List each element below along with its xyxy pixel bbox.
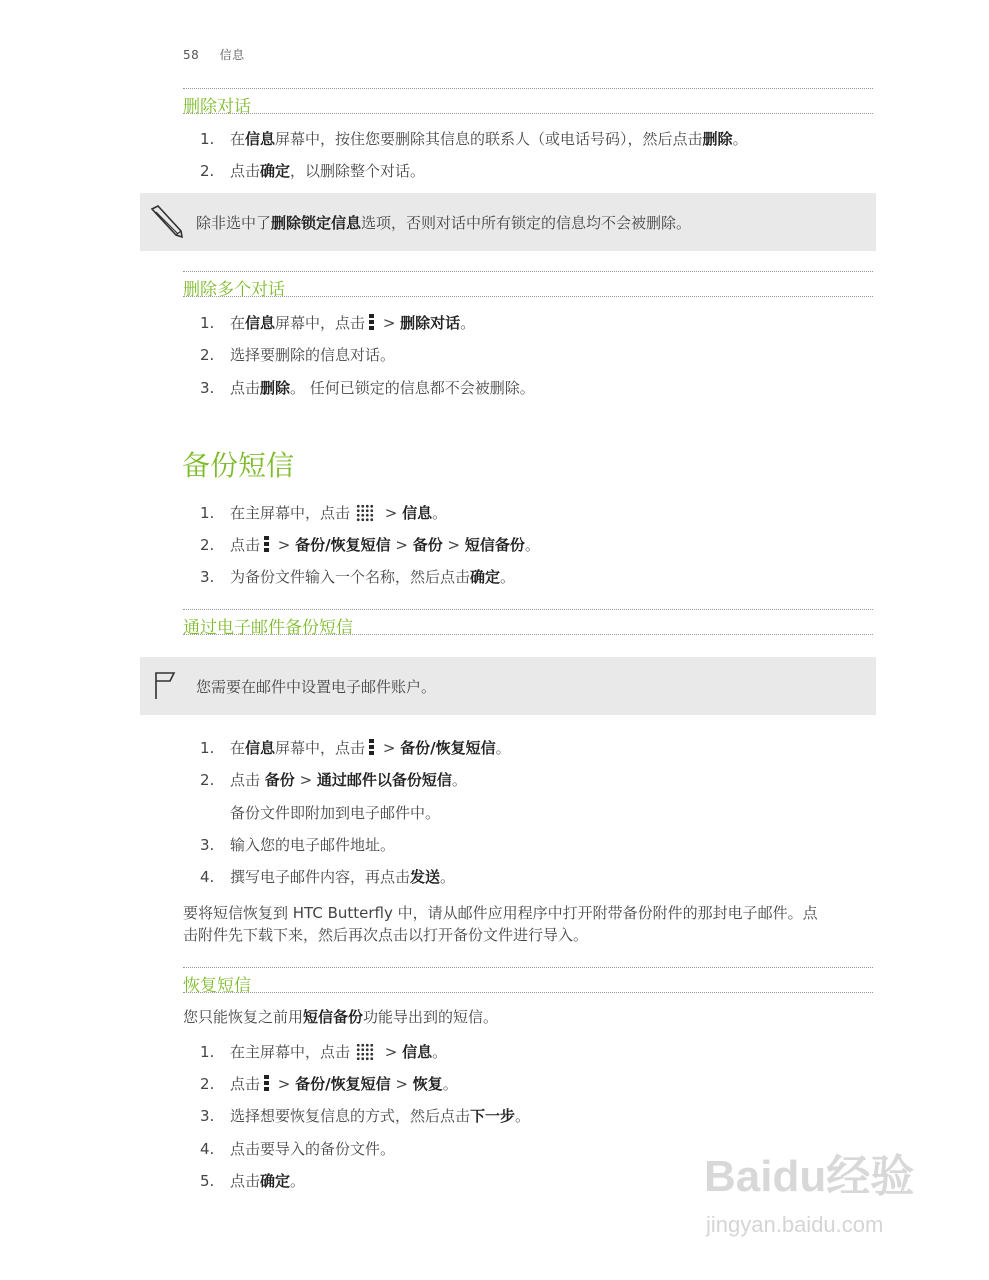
note-text: 您需要在邮件中设置电子邮件账户。 xyxy=(196,678,437,696)
note-box xyxy=(140,657,876,715)
list-item: 3. 点击删除。 任何已锁定的信息都不会被删除。 xyxy=(200,379,535,397)
restore-paragraph: 要将短信恢复到 HTC Butterfly 中，请从邮件应用程序中打开附带备份附件的那封电子邮件。点 击附件先下载下来，然后再次点击以打开备份文件进行导入。 xyxy=(183,904,818,944)
page-header xyxy=(183,46,245,63)
apps-grid-icon xyxy=(356,1043,374,1061)
baidu-watermark-logo: Baidu经验 xyxy=(704,1152,915,1201)
heading-text: 恢复短信 xyxy=(183,976,251,996)
heading-text: 通过电子邮件备份短信 xyxy=(183,618,353,638)
menu-icon xyxy=(264,536,269,552)
backup-heading: 备份短信 xyxy=(182,449,295,482)
list-item: 2. 点击 > 备份/恢复短信 > 备份 > 短信备份。 xyxy=(200,536,540,554)
list-item-continuation: 备份文件即附加到电子邮件中。 xyxy=(230,804,441,822)
delete-multiple-heading xyxy=(183,271,873,300)
list-item: 3. 选择想要恢复信息的方式，然后点击下一步。 xyxy=(200,1107,531,1125)
menu-icon xyxy=(369,314,374,330)
list-item: 5. 点击确定。 xyxy=(200,1172,306,1190)
heading-text: 删除对话 xyxy=(183,97,251,117)
list-item: 3. 输入您的电子邮件地址。 xyxy=(200,836,396,854)
list-item: 4. 点击要导入的备份文件。 xyxy=(200,1140,396,1158)
list-item: 1. 在主屏幕中，点击 > 信息。 xyxy=(200,504,448,522)
list-item: 1. 在信息屏幕中，点击 > 删除对话。 xyxy=(200,314,476,332)
delete-conversation-heading xyxy=(183,88,873,117)
list-item: 1. 在主屏幕中，点击 > 信息。 xyxy=(200,1043,448,1061)
restore-heading xyxy=(183,967,873,996)
menu-icon xyxy=(264,1075,269,1091)
section-name: 信息 xyxy=(219,48,245,62)
note-text: 除非选中了删除锁定信息选项，否则对话中所有锁定的信息均不会被删除。 xyxy=(196,214,692,232)
menu-icon xyxy=(369,739,374,755)
baidu-watermark-url: jingyan.baidu.com xyxy=(706,1212,884,1237)
restore-intro: 您只能恢复之前用短信备份功能导出到的短信。 xyxy=(183,1008,499,1026)
list-item: 1. 在信息屏幕中，点击 > 备份/恢复短信。 xyxy=(200,739,511,757)
email-backup-heading xyxy=(183,609,873,638)
page-number: 58 xyxy=(183,48,200,62)
list-item: 2. 选择要删除的信息对话。 xyxy=(200,346,396,364)
flag-icon xyxy=(152,669,180,705)
apps-grid-icon xyxy=(356,504,374,522)
heading-text: 删除多个对话 xyxy=(183,280,285,300)
note-box xyxy=(140,193,876,251)
list-item: 4. 撰写电子邮件内容，再点击发送。 xyxy=(200,868,456,886)
list-item: 2. 点击确定，以删除整个对话。 xyxy=(200,162,426,180)
list-item: 2. 点击 > 备份/恢复短信 > 恢复。 xyxy=(200,1075,458,1093)
pencil-icon xyxy=(148,203,184,243)
list-item: 2. 点击 备份 > 通过邮件以备份短信。 xyxy=(200,771,467,789)
list-item: 3. 为备份文件输入一个名称，然后点击确定。 xyxy=(200,568,516,586)
list-item: 1. 在信息屏幕中，按住您要删除其信息的联系人（或电话号码），然后点击删除。 xyxy=(200,130,748,148)
